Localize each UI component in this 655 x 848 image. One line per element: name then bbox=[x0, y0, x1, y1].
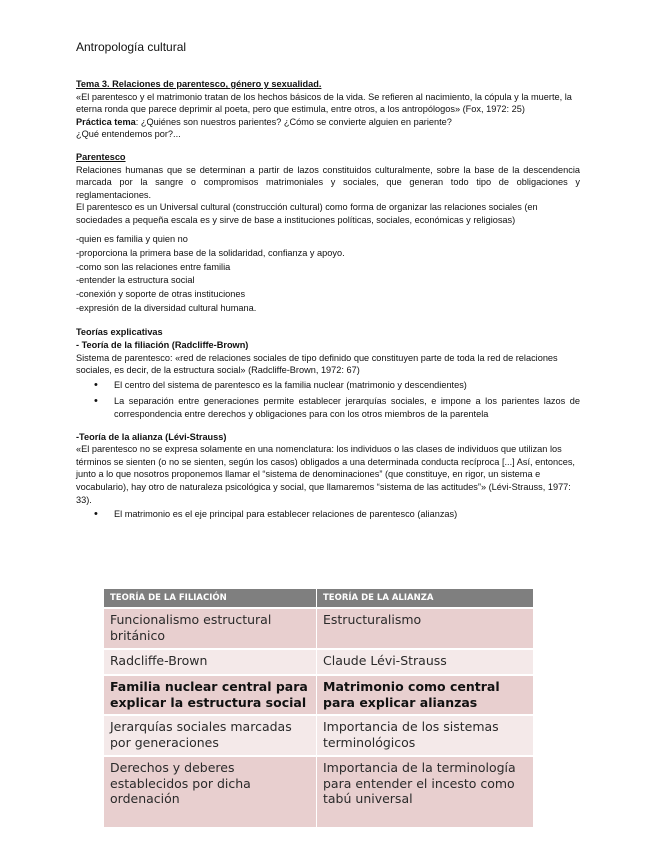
document-body bbox=[76, 78, 580, 525]
table-header: TEORÍA DE LA ALIANZA bbox=[317, 589, 534, 608]
table-cell: Claude Lévi-Strauss bbox=[317, 649, 534, 675]
table-cell: Derechos y deberes establecidos por dicha ordenación bbox=[104, 756, 317, 827]
alianza-heading: -Teoría de la alianza (Lévi-Strauss) bbox=[76, 431, 227, 442]
list-item: -como son las relaciones entre familia bbox=[76, 261, 231, 272]
practica-text: : ¿Quiénes son nuestros parientes? ¿Cómo se convierte alguien en pariente? bbox=[135, 116, 452, 127]
parentesco-list bbox=[76, 233, 580, 316]
table-cell: Radcliffe-Brown bbox=[104, 649, 317, 675]
table-cell: Importancia de la terminología para entender el incesto como tabú universal bbox=[317, 756, 534, 827]
tema-heading: Tema 3. Relaciones de parentesco, género y sexualidad. bbox=[76, 79, 322, 89]
parentesco-heading: Parentesco bbox=[76, 151, 126, 162]
table-row bbox=[104, 715, 534, 756]
list-item: • El centro del sistema de parentesco es la familia nuclear (matrimonio y descendientes) bbox=[114, 379, 580, 392]
list-item: • La separación entre generaciones permite establecer jerarquías sociales, e impone a los parientes lazos de correspondencia entre derechos y obligaciones para con los otros miembros de la parentela bbox=[114, 395, 580, 420]
table-header-row bbox=[104, 589, 534, 608]
list-item: • El matrimonio es el eje principal para establecer relaciones de parentesco (alianzas) bbox=[114, 508, 580, 521]
table-cell: Estructuralismo bbox=[317, 608, 534, 649]
list-item: -entender la estructura social bbox=[76, 275, 195, 286]
filiacion-bullets bbox=[76, 379, 580, 421]
practica-text-2: ¿Qué entendemos por?... bbox=[76, 129, 181, 140]
table-cell: Matrimonio como central para explicar alianzas bbox=[317, 675, 534, 715]
list-item: -expresión de la diversidad cultural humana. bbox=[76, 303, 257, 314]
list-item: -proporciona la primera base de la solidaridad, confianza y apoyo. bbox=[76, 247, 345, 258]
table-row bbox=[104, 649, 534, 675]
alianza-text: «El parentesco no se expresa solamente en una nomenclatura: los individuos o las clases de individuos que utilizan los términos se sienten (o no se sienten, según los casos) obligados a una determinada conducta recíproca [...] Así, entonces, junto a lo que nosotros proponemos llamar el “sistema de denominaciones” (que constituye, en rigor, un sistema e vocabulario), hay otro de naturaleza psicológica y social, que llamaremos “sistema de las actitudes”» (Lévi-Strauss, 1977: 33). bbox=[76, 444, 575, 505]
table-cell: Familia nuclear central para explicar la estructura social bbox=[104, 675, 317, 715]
practica-label: Práctica tema bbox=[76, 116, 136, 127]
list-item: -conexión y soporte de otras instituciones bbox=[76, 289, 246, 300]
table-row bbox=[104, 675, 534, 715]
filiacion-text: Sistema de parentesco: «red de relaciones sociales de tipo definido que constituyen parte de toda la red de relaciones sociales, es decir, de la estructura social» (Radcliffe-Brown, 1972: 67) bbox=[76, 352, 558, 376]
parentesco-para-2: El parentesco es un Universal cultural (construcción cultural) como forma de organizar las relaciones sociales (en sociedades a pequeña escala es y sirve de base a instituciones políticas, sociales, económicas y religiosas) bbox=[76, 202, 538, 225]
table-cell: Jerarquías sociales marcadas por generaciones bbox=[104, 715, 317, 756]
table-row bbox=[104, 608, 534, 649]
filiacion-heading: - Teoría de la filiación (Radcliffe-Brown) bbox=[76, 340, 249, 351]
table-cell: Importancia de los sistemas terminológicos bbox=[317, 715, 534, 756]
comparison-table bbox=[104, 589, 534, 827]
practica-line bbox=[76, 116, 580, 129]
table-cell: Funcionalismo estructural británico bbox=[104, 608, 317, 649]
tema-quote: «El parentesco y el matrimonio tratan de los hechos básicos de la vida. Se refieren al nacimiento, la cópula y la muerte, la eterna ronda que parece deprimir al poeta, pero que estimula, entre otros, a los antropólogos» (Fox, 1972: 25) bbox=[76, 91, 572, 115]
table-header: TEORÍA DE LA FILIACIÓN bbox=[104, 589, 317, 608]
list-item: -quien es familia y quien no bbox=[76, 233, 188, 244]
alianza-bullets bbox=[76, 508, 580, 521]
parentesco-para-1: Relaciones humanas que se determinan a partir de lazos constituidos culturalmente, sobre la base de la descendencia marcada por la sangre o compromisos matrimoniales y sociales, que generan todo tipo de obligaciones y reglamentaciones. bbox=[76, 164, 580, 200]
document-title: Antropología cultural bbox=[76, 40, 187, 54]
teorias-heading: Teorías explicativas bbox=[76, 327, 163, 338]
table-row bbox=[104, 756, 534, 827]
